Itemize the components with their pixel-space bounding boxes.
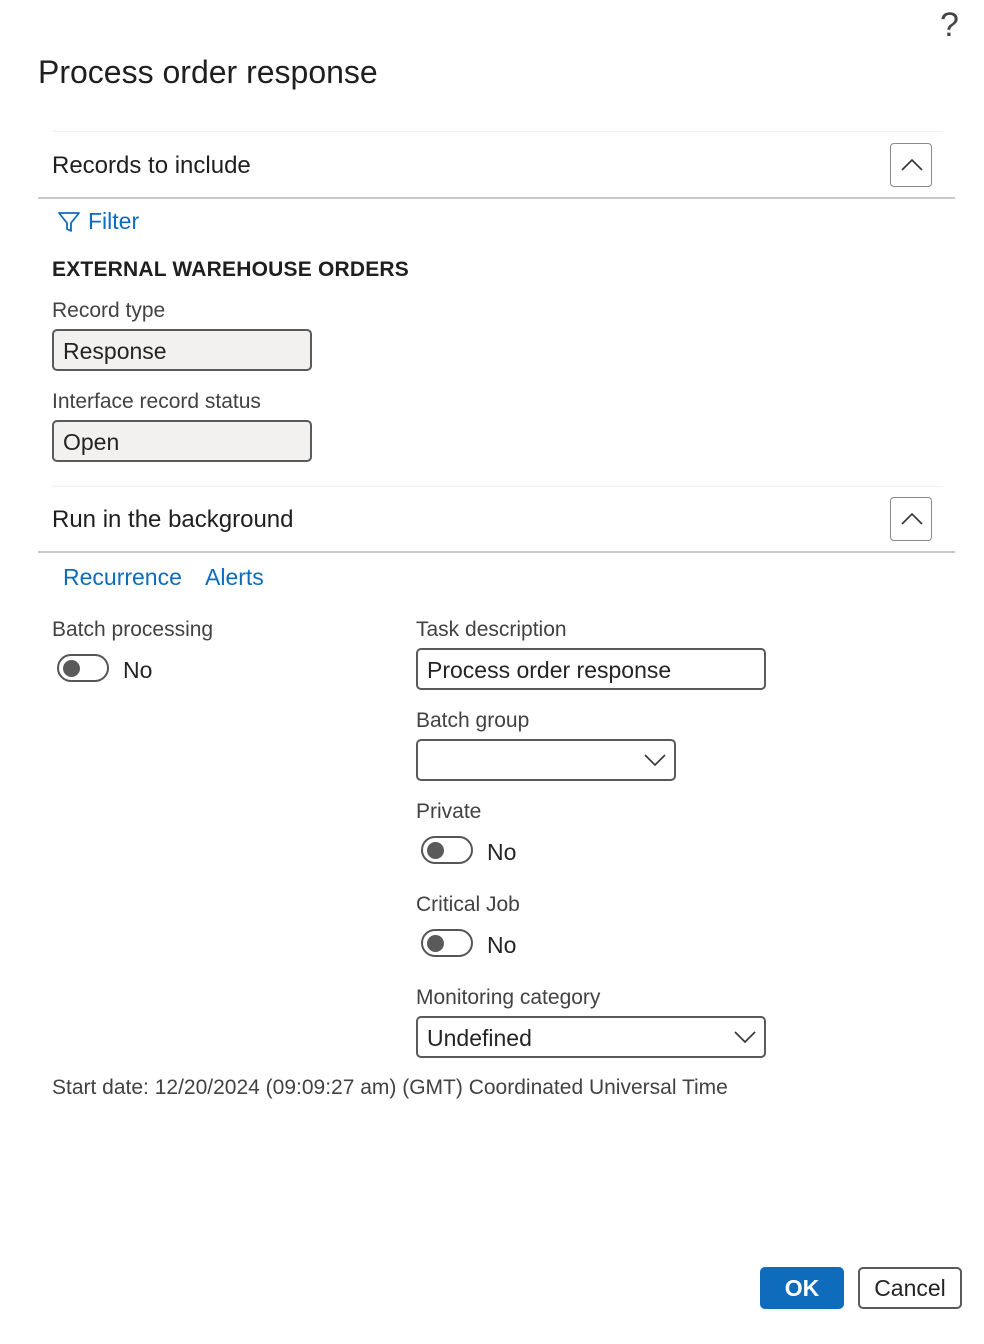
monitoring-category-label: Monitoring category	[416, 986, 601, 1009]
batch-group-label: Batch group	[416, 709, 530, 732]
interface-status-field[interactable]: Open	[52, 420, 312, 462]
cancel-button[interactable]: Cancel	[858, 1267, 962, 1309]
chevron-up-icon	[900, 156, 924, 174]
monitoring-category-value: Undefined	[427, 1025, 532, 1051]
batch-processing-toggle[interactable]	[57, 654, 109, 682]
background-section-title: Run in the background	[52, 506, 294, 533]
critical-job-label: Critical Job	[416, 893, 520, 916]
record-type-label: Record type	[52, 299, 166, 322]
section-divider	[52, 131, 942, 132]
batch-group-select[interactable]	[416, 739, 676, 781]
records-section-title: Records to include	[52, 152, 251, 179]
background-collapse-button[interactable]	[890, 497, 932, 541]
task-description-input[interactable]: Process order response	[416, 648, 766, 690]
interface-status-label: Interface record status	[52, 390, 261, 413]
batch-processing-value: No	[123, 657, 153, 683]
dialog-title: Process order response	[38, 54, 378, 90]
recurrence-link[interactable]: Recurrence	[63, 564, 182, 590]
start-date-text: Start date: 12/20/2024 (09:09:27 am) (GMT) Coordinated Universal Time	[52, 1076, 728, 1099]
record-type-field[interactable]: Response	[52, 329, 312, 371]
chevron-up-icon	[900, 510, 924, 528]
batch-processing-label: Batch processing	[52, 618, 214, 641]
private-toggle[interactable]	[421, 836, 473, 864]
critical-job-value: No	[487, 932, 517, 958]
alerts-link[interactable]: Alerts	[205, 564, 264, 590]
filter-label: Filter	[88, 208, 140, 234]
monitoring-category-select[interactable]	[416, 1016, 766, 1058]
section-divider	[38, 197, 955, 199]
section-divider	[38, 551, 955, 553]
records-collapse-button[interactable]	[890, 143, 932, 187]
section-divider	[52, 486, 942, 487]
help-icon[interactable]: ?	[940, 6, 959, 44]
task-description-label: Task description	[416, 618, 567, 641]
critical-job-toggle[interactable]	[421, 929, 473, 957]
chevron-down-icon	[734, 1030, 756, 1044]
private-label: Private	[416, 800, 482, 823]
private-value: No	[487, 839, 517, 865]
filter-icon	[56, 209, 82, 235]
ok-button[interactable]: OK	[760, 1267, 844, 1309]
chevron-down-icon	[644, 753, 666, 767]
group-title: EXTERNAL WAREHOUSE ORDERS	[52, 258, 409, 281]
filter-link[interactable]	[56, 208, 139, 235]
